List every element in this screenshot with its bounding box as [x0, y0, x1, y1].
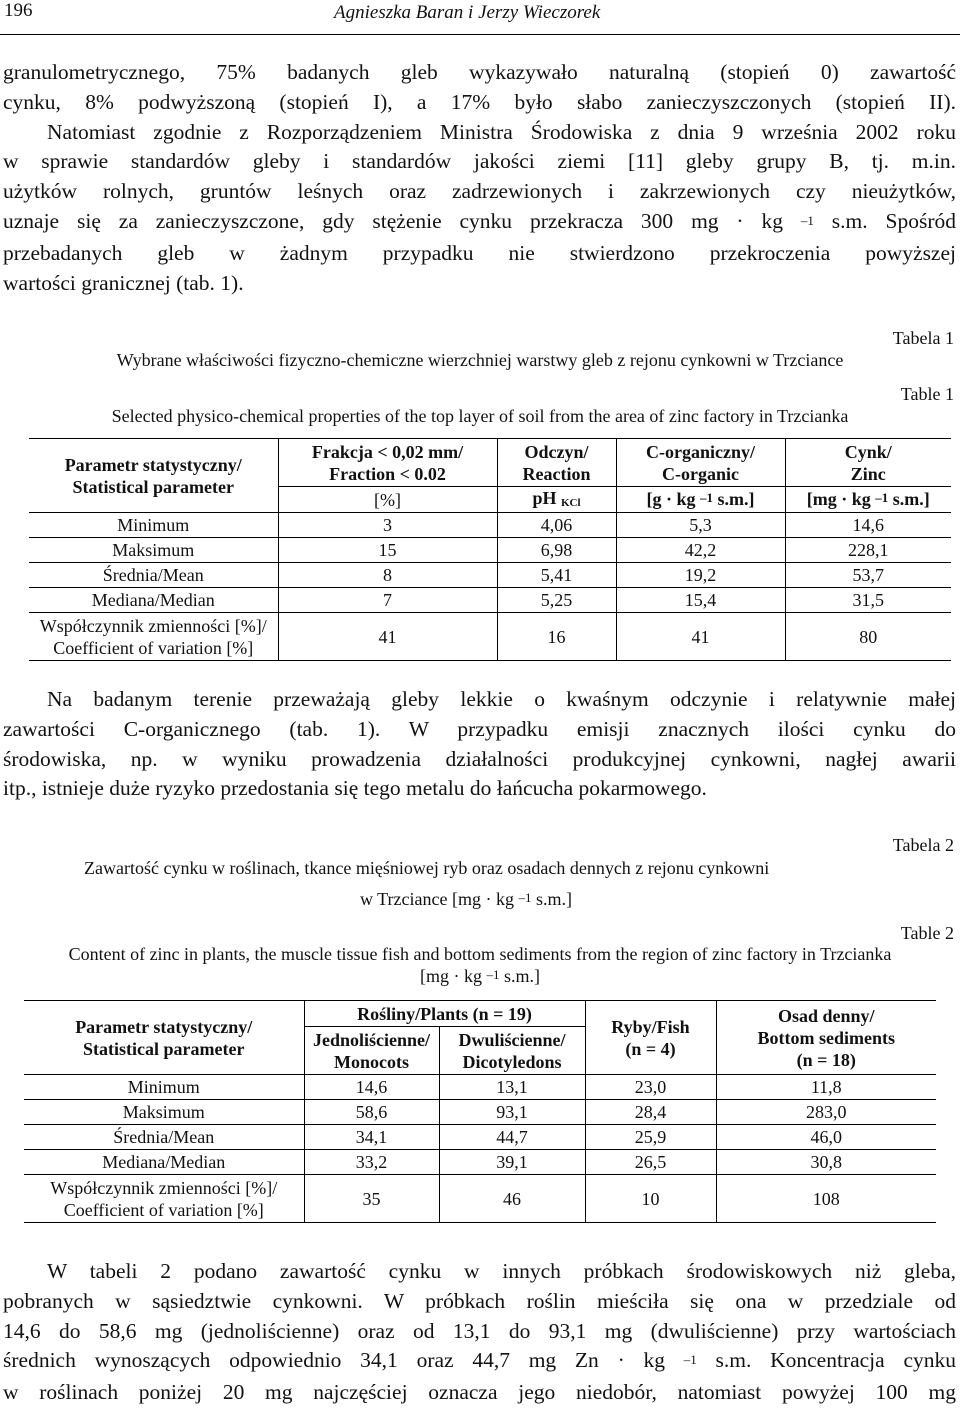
corganic-unit: [g · kg $^{-1}$ s.m.] — [616, 487, 785, 513]
table1-label-pl: Tabela 1 — [892, 328, 954, 348]
fraction-header: Frakcja < 0,02 mm/ Fraction < 0.02 — [278, 439, 497, 487]
fish-header: Ryby/Fish (n = 4) — [585, 1001, 716, 1075]
table-1 — [29, 438, 951, 661]
plants-header: Rośliny/Plants (n = 19) — [304, 1001, 585, 1027]
zinc-unit: [mg · kg $^{-1}$ s.m.] — [785, 487, 951, 513]
table2-caption-pl-line2: w Trzciance [mg · kg $^{-1}$ s.m.] — [360, 889, 572, 909]
reaction-unit: pH $_{KCl}$ — [497, 487, 616, 513]
text-line: w roślinach poniżej 20 mg najczęściej oznacza jego niedobór, natomiast powyżej 100 mg — [3, 1380, 956, 1405]
zinc-header: Cynk/ Zinc — [785, 439, 951, 487]
text-line: pobranych w sąsiedztwie cynkowni. W próbkach roślin mieściła się ona w przedziale od — [3, 1288, 956, 1313]
table2-label-pl: Tabela 2 — [892, 835, 954, 855]
text-line: środowiska, np. w wyniku prowadzenia działalności produkcyjnej cynkowni, nagłej awarii — [3, 746, 956, 771]
text-line: 14,6 do 58,6 mg (jednoliścienne) oraz od 13,1 do 93,1 mg (dwuliścienne) przy wartościach — [3, 1318, 956, 1343]
text-line-with-unit: uznaje się za zanieczyszczone, gdy stężenie cynku przekracza 300 mg · kg $^{-1}$ s.m. Spośród — [3, 208, 957, 233]
paragraph-2 — [3, 685, 956, 804]
running-head: Agnieszka Baran i Jerzy Wieczorek — [334, 2, 601, 23]
text-line: Natomiast zgodnie z Rozporządzeniem Ministra Środowiska z dnia 9 września 2002 roku — [47, 119, 956, 144]
text-line: granulometrycznego, 75% badanych gleb wykazywało naturalną (stopień 0) zawartość — [3, 60, 956, 84]
text-line: W tabeli 2 podano zawartość cynku w innych próbkach środowiskowych niż gleba, — [47, 1259, 956, 1283]
table1-caption-en: Selected physico-chemical properties of the top layer of soil from the area of zinc factory in Trzcianka — [111, 406, 849, 426]
table2-caption-en-line2: [mg · kg $^{-1}$ s.m.] — [420, 966, 540, 986]
table1-label-en: Table 1 — [900, 384, 954, 404]
monocots-header: Jednoliścienne/ Monocots — [304, 1027, 439, 1075]
text-line: użytków rolnych, gruntów leśnych oraz zadrzewionych i zakrzewionych czy nieużytków, — [3, 179, 956, 204]
dicots-header: Dwuliścienne/ Dicotyledons — [439, 1027, 585, 1075]
reaction-header: Odczyn/ Reaction — [497, 439, 616, 487]
table-2 — [24, 1000, 936, 1223]
corganic-header: C-organiczny/ C-organic — [616, 439, 785, 487]
table2-label-en: Table 2 — [900, 923, 954, 943]
table-row: Minimum 3 4,06 5,3 14,6 — [29, 513, 951, 538]
text-line-with-unit: średnich wynoszących odpowiednio 34,1 oraz 44,7 mg Zn · kg $^{-1}$ s.m. Koncentracja cynku — [3, 1348, 956, 1373]
paragraph-1 — [3, 58, 956, 298]
fraction-unit: [%] — [278, 487, 497, 513]
table1-caption-pl: Wybrane właściwości fizyczno-chemiczne wierzchniej warstwy gleb z rejonu cynkowni w Trzciance — [116, 350, 844, 370]
table-row: Mediana/Median 7 5,25 15,4 31,5 — [29, 588, 951, 613]
text-line: zawartości C-organicznego (tab. 1). W przypadku emisji znacznych ilości cynku do — [3, 716, 956, 741]
table-row-cv: Współczynnik zmienności [%]/ Coefficient of variation [%] 41 16 41 80 — [29, 613, 951, 661]
table-row: Minimum 14,6 13,1 23,0 11,8 — [24, 1075, 936, 1100]
text-line: wartości granicznej (tab. 1). — [3, 270, 244, 295]
table-row-cv: Współczynnik zmienności [%]/ Coefficient of variation [%] 35 46 10 108 — [24, 1175, 936, 1223]
text-line: cynku, 8% podwyższoną (stopień I), a 17% było słabo zanieczyszczonych (stopień II). — [3, 89, 956, 114]
param-header: Parametr statystyczny/ Statistical parameter — [29, 439, 278, 513]
paragraph-3 — [3, 1257, 956, 1408]
table-row: Średnia/Mean 8 5,41 19,2 53,7 — [29, 563, 951, 588]
text-line: w sprawie standardów gleby i standardów jakości ziemi [11] gleby grupy B, tj. m.in. — [3, 149, 956, 174]
text-line: przebadanych gleb w żadnym przypadku nie stwierdzono przekroczenia powyższej — [3, 240, 956, 265]
table2-caption-pl: Zawartość cynku w roślinach, tkance mięśniowej ryb oraz osadach dennych z rejonu cynkowni — [84, 858, 770, 878]
text-line: itp., istnieje duże ryzyko przedostania się tego metalu do łańcucha pokarmowego. — [3, 776, 707, 801]
header-rule — [0, 34, 960, 35]
table-row: Średnia/Mean 34,1 44,7 25,9 46,0 — [24, 1125, 936, 1150]
table2-caption-en: Content of zinc in plants, the muscle tissue fish and bottom sediments from the region of zinc factory in Trzcianka — [68, 944, 892, 964]
param-header: Parametr statystyczny/ Statistical parameter — [24, 1001, 304, 1075]
text-line: Na badanym terenie przeważają gleby lekkie o kwaśnym odczynie i relatywnie małej — [47, 687, 956, 711]
table-row: Maksimum 58,6 93,1 28,4 283,0 — [24, 1100, 936, 1125]
page-number: 196 — [4, 0, 33, 21]
table-row: Mediana/Median 33,2 39,1 26,5 30,8 — [24, 1150, 936, 1175]
table-row: Maksimum 15 6,98 42,2 228,1 — [29, 538, 951, 563]
sediments-header: Osad denny/ Bottom sediments (n = 18) — [716, 1001, 936, 1075]
